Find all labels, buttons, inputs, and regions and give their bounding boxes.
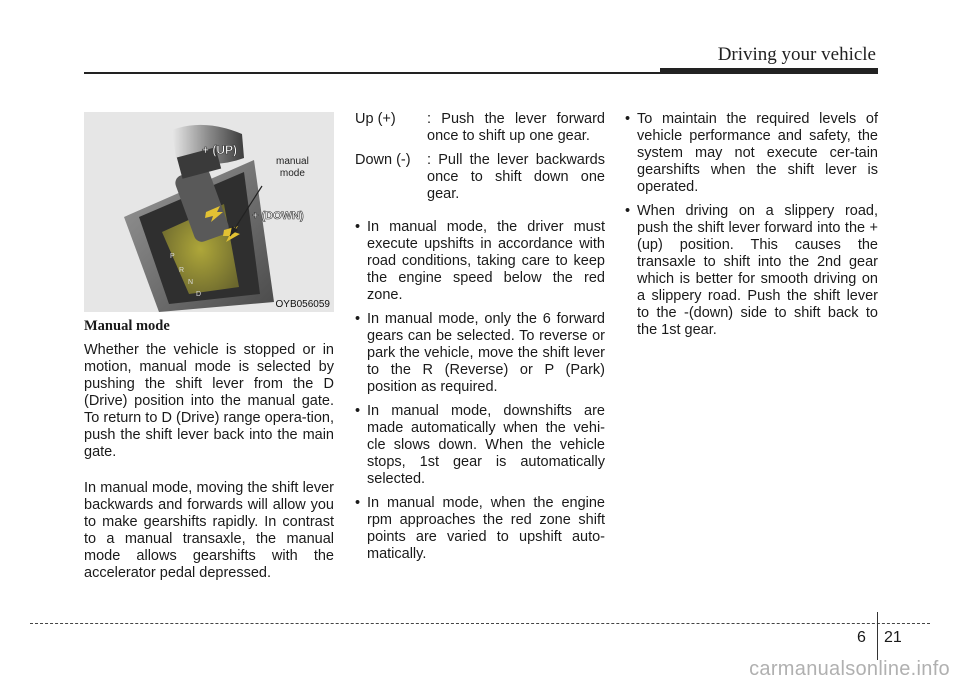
list-item: • In manual mode, when the engine rpm approaches the red zone shift points are varied to upshift auto-matically. <box>355 495 605 562</box>
list-item: • In manual mode, the driver must execute upshifts in accordance with road conditions, taking care to keep the engine speed below the red zone. <box>355 219 605 303</box>
figure-code: OYB056059 <box>275 299 330 310</box>
definition-down <box>355 152 605 203</box>
definition-term-up: Up (+) <box>355 111 396 127</box>
figure-label-up: + (UP) <box>202 143 238 157</box>
figure-callout <box>276 156 309 180</box>
column-3 <box>625 111 878 346</box>
footer-divider <box>30 623 930 624</box>
column-2 <box>355 111 605 570</box>
header-rule-accent <box>660 68 878 74</box>
section-title: Manual mode <box>84 318 170 334</box>
page-number-separator <box>877 612 878 660</box>
chapter-number: 6 <box>857 629 866 646</box>
gate-letter-d: D <box>196 291 202 298</box>
gate-letter-p: P <box>170 253 175 260</box>
gate-letter-n: N <box>188 279 194 286</box>
column-1 <box>84 318 334 582</box>
paragraph-2: In manual mode, moving the shift lever backwards and forwards will allow you to make gearshifts rapidly. In contrast to a manual transaxle, the manual mode allows gearshifts with the accelerator pedal depressed. <box>84 480 334 581</box>
definition-up <box>355 111 605 145</box>
list-item: • In manual mode, downshifts are made automatically when the vehi-cle slows down. When the vehicle stops, 1st gear is automatically selected. <box>355 403 605 487</box>
definition-body-up: : Push the lever forward once to shift up one gear. <box>427 111 605 144</box>
gate-letter-r: R <box>179 267 185 274</box>
figure-label-down: + (DOWN) <box>252 210 304 222</box>
section-header-title: Driving your vehicle <box>717 44 876 65</box>
list-item: • To maintain the required levels of vehicle performance and safety, the system may not execute cer-tain gearshifts when the shift lever is operated. <box>625 111 878 195</box>
shift-lever-figure <box>84 112 334 312</box>
shift-lever-illustration <box>84 112 334 312</box>
callout-line-2: mode <box>279 168 305 179</box>
page-number: 21 <box>884 629 902 646</box>
list-item: • When driving on a slippery road, push the shift lever forward into the +(up) position. This causes the transaxle to shift into the 2nd gear which is better for smooth driving on a slippery road. Push the shift lever to the -(down) side to shift back to the 1st gear. <box>625 203 878 338</box>
paragraph-1: Whether the vehicle is stopped or in motion, manual mode is selected by pushing the shift lever from the D (Drive) position into the manual gate. To return to D (Drive) range opera-tion, push the shift lever back into the main gate. <box>84 342 334 460</box>
callout-line-1: manual <box>276 156 309 167</box>
definition-term-down: Down (-) <box>355 152 411 168</box>
list-item: • In manual mode, only the 6 forward gears can be selected. To reverse or park the vehicle, move the shift lever to the R (Reverse) or P (Park) position as required. <box>355 311 605 395</box>
definition-body-down: : Pull the lever backwards once to shift down one gear. <box>427 152 605 202</box>
watermark: carmanualsonline.info <box>749 658 950 680</box>
